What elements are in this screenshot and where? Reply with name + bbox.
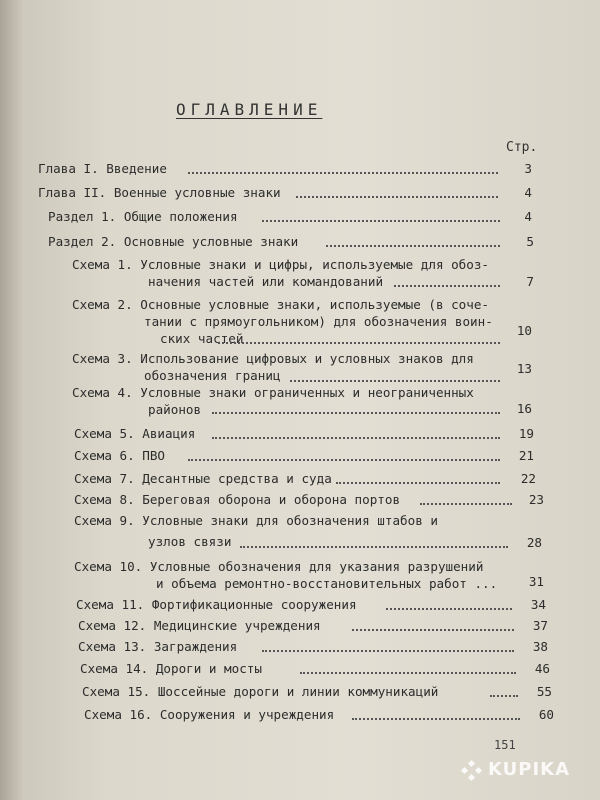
toc-entry-text-cont: и объема ремонтно-восстановительных работ ... (156, 576, 498, 591)
toc-entry-text-cont: ских частей (160, 331, 244, 346)
toc-entry (78, 617, 321, 634)
toc-entry (74, 491, 400, 508)
toc-entry-text: Схема 14. Дороги и мосты (80, 661, 262, 676)
leader-dots (420, 503, 512, 505)
toc-entry (82, 683, 438, 700)
watermark (462, 758, 592, 784)
toc-entry (84, 706, 334, 723)
toc-entry-text: Раздел 1. Общие положения (48, 209, 238, 224)
toc-entry (78, 638, 237, 655)
toc-entry-text: Схема 9. Условные знаки для обозначения штабов и (74, 513, 438, 528)
leader-dots (212, 412, 500, 414)
leader-dots (188, 172, 498, 174)
toc-entry (38, 160, 167, 177)
binding-shadow (0, 0, 24, 800)
toc-entry-text: Схема 10. Условные обозначения для указания разрушений (74, 559, 484, 574)
leader-dots (240, 546, 508, 548)
toc-entry (74, 425, 195, 442)
toc-entry (48, 208, 238, 225)
toc-entry-text-cont: обозначения границ (144, 368, 281, 383)
leader-dots (326, 245, 500, 247)
toc-entry (72, 296, 493, 347)
leader-dots (352, 718, 520, 720)
toc-entry-text: Схема 16. Сооружения и учреждения (84, 707, 335, 722)
page-title: ОГЛАВЛЕНИЕ (176, 100, 323, 119)
toc-entry-text: Схема 7. Десантные средства и суда (74, 471, 332, 486)
toc-entry-text: Схема 5. Авиация (74, 426, 196, 441)
leader-dots (296, 196, 498, 198)
toc-entry-text: Глава II. Военные условные знаки (38, 185, 281, 200)
toc-entry (48, 233, 298, 250)
leader-dots (394, 285, 500, 287)
toc-entry (80, 660, 262, 677)
toc-entry-text: Схема 6. ПВО (74, 448, 165, 463)
leader-dots (262, 220, 500, 222)
toc-entry-text: Схема 2. Основные условные знаки, используемые (в соче- (72, 297, 490, 312)
toc-entry-text-cont: тании с прямоугольником) для обозначения воин- (144, 314, 493, 329)
page-number: 151 (494, 738, 516, 752)
leader-dots (300, 672, 516, 674)
toc-entry-text: Схема 8. Береговая оборона и оборона портов (74, 492, 401, 507)
toc-entry-text-cont: районов (148, 402, 202, 417)
toc-entry-text-cont: начения частей или командований (148, 274, 384, 289)
leader-dots (212, 437, 500, 439)
toc-entry (72, 350, 474, 384)
leader-dots (352, 629, 514, 631)
leader-dots (336, 482, 500, 484)
leader-dots (262, 650, 514, 652)
toc-entry-text-cont: узлов связи (148, 534, 232, 549)
leader-dots (290, 380, 500, 382)
toc-entry-text: Раздел 2. Основные условные знаки (48, 234, 299, 249)
leader-dots (386, 608, 512, 610)
toc-entry (74, 558, 497, 592)
leader-dots (490, 695, 518, 697)
toc-entry (74, 447, 165, 464)
toc-entry-text: Схема 11. Фортификационные сооружения (76, 597, 357, 612)
page-column-label: Стр. (506, 140, 538, 155)
leader-dots (188, 459, 500, 461)
toc-entry (74, 512, 438, 550)
document-page: ОГЛАВЛЕНИЕ Стр. Глава I. Введение 3 Глава II. Военные условные знаки 4 Раздел 1. Общие положения 4 Раздел 2. Основные условные знаки 5 Схема 1. Условные знаки и цифры, используемые для обоз- начения частей или командований 7 Схема 2. Основные условные знаки, используемые (в соче- тании с прямоугольником) для обозначения воин- ских частей 10 Схема 3. Использование цифровых и условных знаков для обозначения границ 13 Схема 4. Условные знаки ограниченных и неограниченных районов 16 Схема 5. Авиация 19 Схема 6. ПВО 21 Схема 7. Десантные средства и суда 22 Схема 8. Береговая оборона и оборона портов 23 Схема 9. Условные знаки для обозначения штабов и узлов связи 28 Схема 10. Условные обозначения для указания разрушений и объема ремонтно-восстановительных работ ... 31 Схема 11. Фортификационные сооружения 34 Схема 12. Медицинские учреждения 37 Схема 13. Заграждения 38 Схема 14. Дороги и мосты 46 Схема 15. Шоссейные дороги и линии коммуникаций 55 Схема 16. Сооружения и учреждения 60 151 KUPIKA (0, 0, 600, 800)
kupika-logo-icon (462, 761, 482, 781)
toc-entry-text: Схема 13. Заграждения (78, 639, 238, 654)
toc-entry-text: Схема 12. Медицинские учреждения (78, 618, 321, 633)
leader-dots (218, 342, 500, 344)
toc-entry-text: Схема 1. Условные знаки и цифры, используемые для обоз- (72, 257, 490, 272)
toc-entry (74, 470, 332, 487)
toc-entry-text: Глава I. Введение (38, 161, 167, 176)
toc-entry-text: Схема 15. Шоссейные дороги и линии коммуникаций (82, 684, 439, 699)
toc-entry-text: Схема 3. Использование цифровых и условных знаков для (72, 351, 474, 366)
watermark-text: KUPIKA (488, 759, 571, 780)
toc-entry (38, 184, 281, 201)
toc-entry (76, 596, 357, 613)
toc-entry-text: Схема 4. Условные знаки ограниченных и неограниченных (72, 385, 474, 400)
